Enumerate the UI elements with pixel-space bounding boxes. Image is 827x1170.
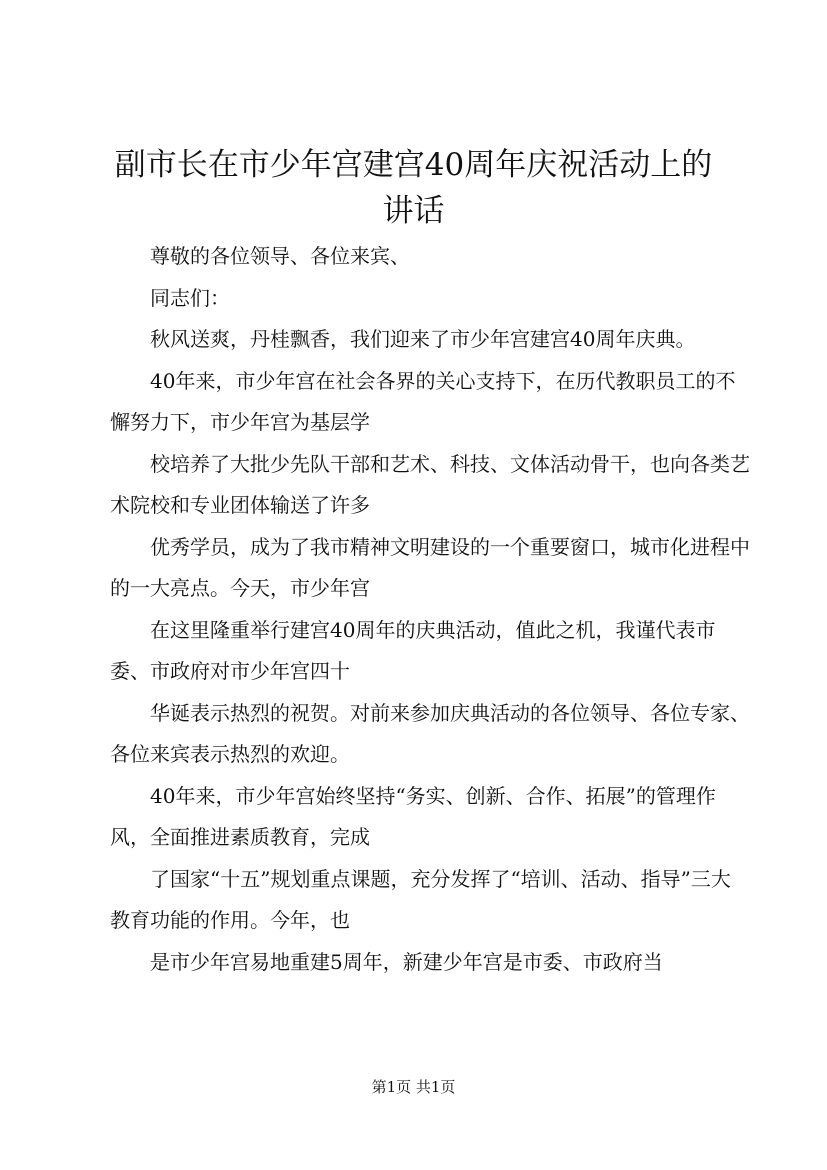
paragraph: 在这里隆重举行建宫40周年的庆典活动，值此之机，我谨代表市委、市政府对市少年宫四十 [110, 617, 716, 683]
paragraph: 华诞表示热烈的祝贺。对前来参加庆典活动的各位领导、各位专家、各位来宾表示热烈的欢迎。 [110, 700, 750, 766]
paragraph: 秋风送爽，丹桂飘香，我们迎来了市少年宫建宫40周年庆典。 [150, 327, 696, 351]
paragraph: 40年来，市少年宫始终坚持“务实、创新、合作、拓展”的管理作风，全面推进素质教育，完成 [110, 783, 716, 849]
document-title: 副市长在市少年宫建宫40周年庆祝活动上的讲话 [114, 147, 713, 229]
paragraph-salutation: 尊敬的各位领导、各位来宾、 [150, 244, 410, 268]
paragraph: 优秀学员，成为了我市精神文明建设的一个重要窗口，城市化进程中的一大亮点。今天，市少年宫 [110, 534, 750, 600]
paragraph-comrades: 同志们： [150, 285, 230, 310]
paragraph: 40年来，市少年宫在社会各界的关心支持下，在历代教职员工的不懈努力下，市少年宫为基层学 [110, 368, 736, 434]
paragraph: 校培养了大批少先队干部和艺术、科技、文体活动骨干，也向各类艺术院校和专业团体输送了许多 [110, 451, 750, 517]
document-body [110, 236, 750, 983]
paragraph: 是市少年宫易地重建5周年，新建少年宫是市委、市政府当 [150, 949, 663, 974]
page-footer: 第1页 共1页 [371, 1078, 456, 1096]
paragraph: 了国家“十五”规划重点课题，充分发挥了“培训、活动、指导”三大教育功能的作用。今年，也 [110, 866, 731, 932]
